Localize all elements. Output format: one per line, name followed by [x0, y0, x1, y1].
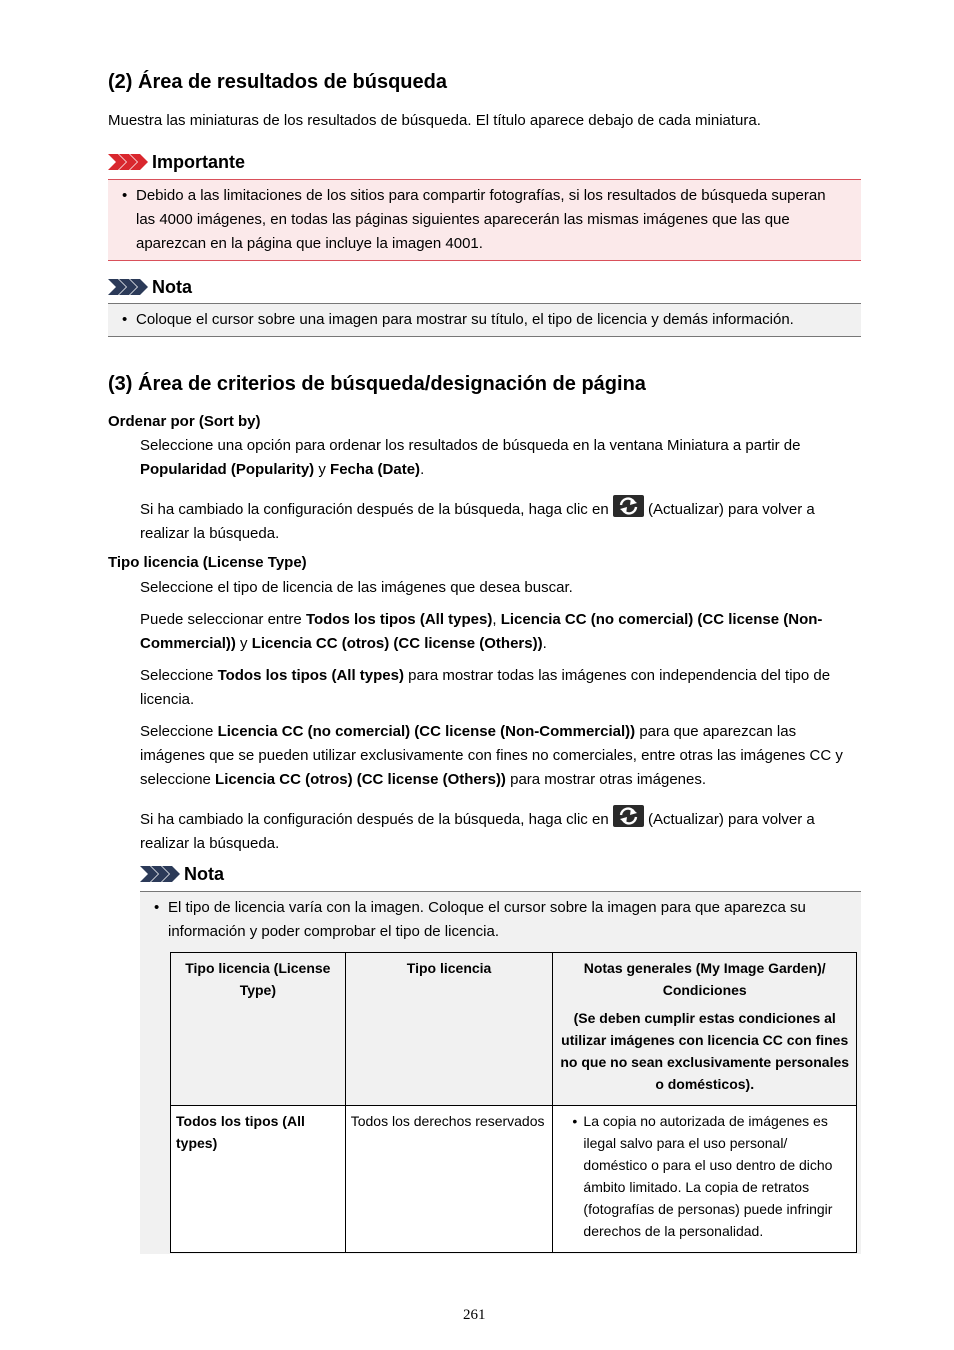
bullet: • — [572, 1113, 578, 1129]
note-1-item-text: Coloque el cursor sobre una imagen para mostrar su título, el tipo de licencia y demás información. — [136, 311, 794, 328]
note-1-box — [108, 303, 861, 337]
note-2-label: Nota — [184, 864, 224, 884]
important-box — [108, 179, 861, 261]
table-header-cell: Tipo licencia (License Type) — [171, 953, 346, 1106]
important-item — [108, 184, 848, 256]
important-heading — [108, 151, 245, 173]
license-paragraph-2: Puede seleccionar entre Todos los tipos (All types), Licencia CC (no comercial) (CC license (Non-Commercial)) y Licencia CC (otros) (CC license (Others)). — [140, 611, 823, 652]
important-icon — [108, 154, 148, 170]
note-icon — [108, 279, 148, 295]
section-2-description: Muestra las miniaturas de los resultados de búsqueda. El título aparece debajo de cada miniatura. — [108, 112, 761, 129]
license-paragraph-1: Seleccione el tipo de licencia de las imágenes que desea buscar. — [140, 579, 573, 596]
sort-by-paragraph-1: Seleccione una opción para ordenar los resultados de búsqueda en la ventana Miniatura a partir de Popularidad (Popularity) y Fecha (Date). — [140, 437, 801, 478]
note-1-heading — [108, 276, 192, 298]
note-1-item — [108, 308, 848, 332]
note-1-label: Nota — [152, 277, 192, 297]
license-paragraph-4: Seleccione Licencia CC (no comercial) (CC license (Non-Commercial)) para que aparezcan las imágenes que se pueden utilizar exclusivamente con fines no comerciales, entre otras las imágenes CC y seleccione Licencia CC (otros) (CC license (Others)) para mostrar otras imágenes. — [140, 723, 843, 788]
table-cell: Todos los derechos reservados — [345, 1106, 553, 1253]
bullet: • — [154, 899, 160, 916]
table-header-row — [171, 953, 857, 1106]
license-table — [170, 952, 857, 1253]
license-type-term: Tipo licencia (License Type) — [108, 554, 307, 571]
sort-by-term: Ordenar por (Sort by) — [108, 413, 261, 430]
note-2-item-text: El tipo de licencia varía con la imagen. Coloque el cursor sobre la imagen para que aparezca su información y poder comprobar el tipo de licencia. — [168, 899, 806, 940]
refresh-icon[interactable] — [613, 495, 644, 517]
table-cell: Todos los tipos (All types) — [171, 1106, 346, 1253]
sort-by-paragraph-2: Si ha cambiado la configuración después de la búsqueda, haga clic en (Actualizar) para volver a realizar la búsqueda. — [140, 495, 862, 546]
important-label: Importante — [152, 152, 246, 172]
table-header-cell — [553, 953, 857, 1106]
table-row — [171, 1106, 857, 1253]
note-icon — [140, 866, 180, 882]
table-cell-text: La copia no autorizada de imágenes es ilegal salvo para el uso personal/ doméstico o para el uso dentro de dicho ámbito limitado. La copia de retratos (fotografías de personas) puede infringir derechos de la personalidad. — [583, 1113, 833, 1239]
table-header-subtext: (Se deben cumplir estas condiciones al utilizar imágenes con licencia CC con fines no que no sean exclusivamente personales o domésticos). — [560, 1010, 850, 1092]
page-number: 261 — [463, 1307, 486, 1323]
note-2-heading — [140, 863, 224, 885]
table-cell — [553, 1106, 857, 1253]
important-item-text: Debido a las limitaciones de los sitios para compartir fotografías, si los resultados de búsqueda superan las 4000 imágenes, en todas las páginas siguientes aparecerán las mismas imágenes que las que aparezcan en la página que incluye la imagen 4001. — [136, 187, 826, 252]
section-3-title: (3) Área de criterios de búsqueda/designación de página — [108, 373, 646, 395]
table-header-text: Notas generales (My Image Garden)/ Condiciones — [583, 960, 826, 998]
license-paragraph-5: Si ha cambiado la configuración después de la búsqueda, haga clic en (Actualizar) para volver a realizar la búsqueda. — [140, 805, 862, 856]
bullet: • — [122, 187, 128, 204]
license-paragraph-3: Seleccione Todos los tipos (All types) para mostrar todas las imágenes con independencia del tipo de licencia. — [140, 667, 831, 708]
table-header-cell: Tipo licencia — [345, 953, 553, 1106]
section-2-title: (2) Área de resultados de búsqueda — [108, 71, 447, 93]
bullet: • — [122, 311, 128, 328]
table-cell-bullet — [558, 1110, 851, 1242]
note-2-item — [140, 896, 858, 944]
refresh-icon[interactable] — [613, 805, 644, 827]
